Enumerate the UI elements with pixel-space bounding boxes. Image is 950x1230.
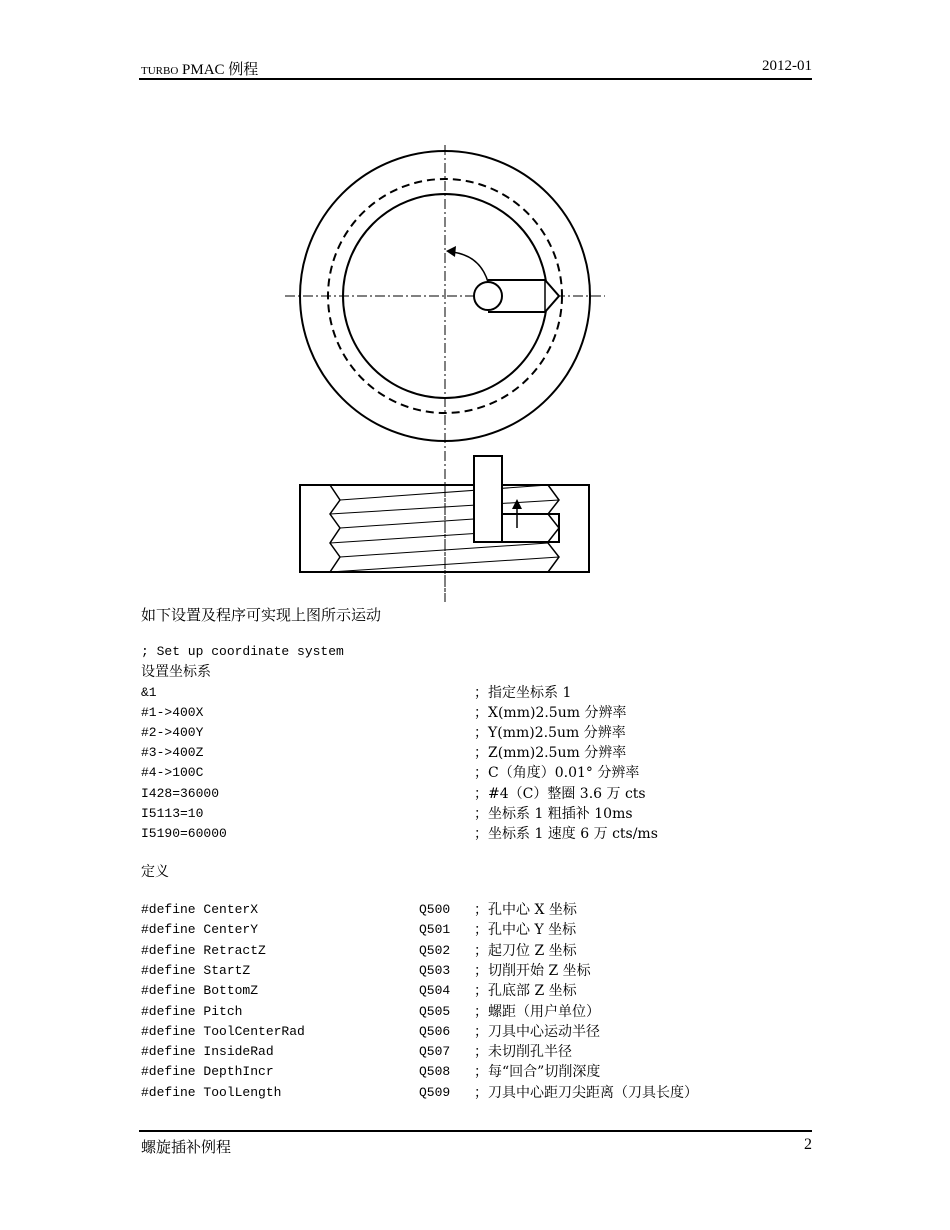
define-var: Q508 (419, 1064, 451, 1079)
define-name: #define ToolCenterRad (141, 1024, 305, 1039)
setup-code: I5190=60000 (141, 826, 227, 841)
thread-profile-left (330, 485, 340, 572)
feed-arrowhead (512, 499, 522, 509)
header-rule (139, 78, 812, 80)
setup-heading: 设置坐标系 (141, 664, 211, 680)
define-var: Q503 (419, 963, 451, 978)
define-comment: ；孔底部 Z 坐标 (474, 983, 577, 999)
define-comment: ；刀具中心距刀尖距离（刀具长度） (474, 1085, 698, 1101)
define-name: #define CenterY (141, 922, 259, 937)
figure-caption: 如下设置及程序可实现上图所示运动 (141, 608, 382, 624)
header-title-smallcaps: TURBO (141, 65, 179, 77)
define-comment: ；起刀位 Z 坐标 (474, 943, 577, 959)
define-name: #define BottomZ (141, 983, 259, 998)
define-var: Q507 (419, 1044, 451, 1059)
setup-comment-text: ；#4（C）整圈 3.6 万 cts (474, 786, 646, 802)
define-heading: 定义 (141, 864, 169, 880)
footer-rule (139, 1130, 812, 1132)
setup-code: #3->400Z (141, 745, 204, 760)
header-date: 2012-01 (762, 58, 812, 74)
setup-code: #2->400Y (141, 725, 204, 740)
setup-comment-text: ；C（角度）0.01° 分辨率 (474, 765, 640, 781)
define-name: #define ToolLength (141, 1085, 282, 1100)
define-comment: ；孔中心 Y 坐标 (474, 922, 577, 938)
setup-code: I5113=10 (141, 806, 204, 821)
define-var: Q509 (419, 1085, 451, 1100)
define-var: Q506 (419, 1024, 451, 1039)
define-comment: ；未切削孔半径 (474, 1044, 572, 1060)
rotation-arrow (452, 252, 488, 282)
define-var: Q505 (419, 1004, 451, 1019)
define-comment: ；刀具中心运动半径 (474, 1024, 600, 1040)
define-name: #define InsideRad (141, 1044, 274, 1059)
page-number: 2 (804, 1136, 812, 1153)
define-comment: ；每“回合”切削深度 (474, 1064, 601, 1080)
define-comment: ；切削开始 Z 坐标 (474, 963, 591, 979)
setup-code: #4->100C (141, 765, 204, 780)
define-comment: ；螺距（用户单位） (474, 1004, 600, 1020)
setup-comment-text: ；Y(mm)2.5um 分辨率 (474, 725, 626, 741)
setup-comment-text: ；指定坐标系 1 (474, 685, 572, 701)
define-name: #define DepthIncr (141, 1064, 274, 1079)
setup-comment: ; Set up coordinate system (141, 644, 344, 659)
define-name: #define CenterX (141, 902, 259, 917)
setup-comment-text: ；X(mm)2.5um 分辨率 (474, 705, 627, 721)
define-var: Q502 (419, 943, 451, 958)
footer-title: 螺旋插补例程 (141, 1140, 232, 1156)
define-var: Q504 (419, 983, 451, 998)
setup-comment-text: ；坐标系 1 粗插补 10ms (474, 806, 633, 822)
setup-code: I428=36000 (141, 786, 220, 801)
setup-comment-text: ；坐标系 1 速度 6 万 cts/ms (474, 826, 658, 842)
setup-code: &1 (141, 685, 157, 700)
thread-milling-diagram (280, 140, 610, 605)
define-name: #define Pitch (141, 1004, 243, 1019)
define-var: Q500 (419, 902, 451, 917)
rotation-arrowhead (446, 246, 456, 257)
header-title (141, 58, 258, 79)
setup-comment-text: ；Z(mm)2.5um 分辨率 (474, 745, 627, 761)
setup-code: #1->400X (141, 705, 204, 720)
define-var: Q501 (419, 922, 451, 937)
tool-shank-side (474, 456, 502, 542)
define-name: #define RetractZ (141, 943, 266, 958)
define-name: #define StartZ (141, 963, 251, 978)
define-comment: ；孔中心 X 坐标 (474, 902, 577, 918)
tool-shank-circle (474, 282, 502, 310)
header-title-rest: PMAC 例程 (178, 62, 259, 78)
